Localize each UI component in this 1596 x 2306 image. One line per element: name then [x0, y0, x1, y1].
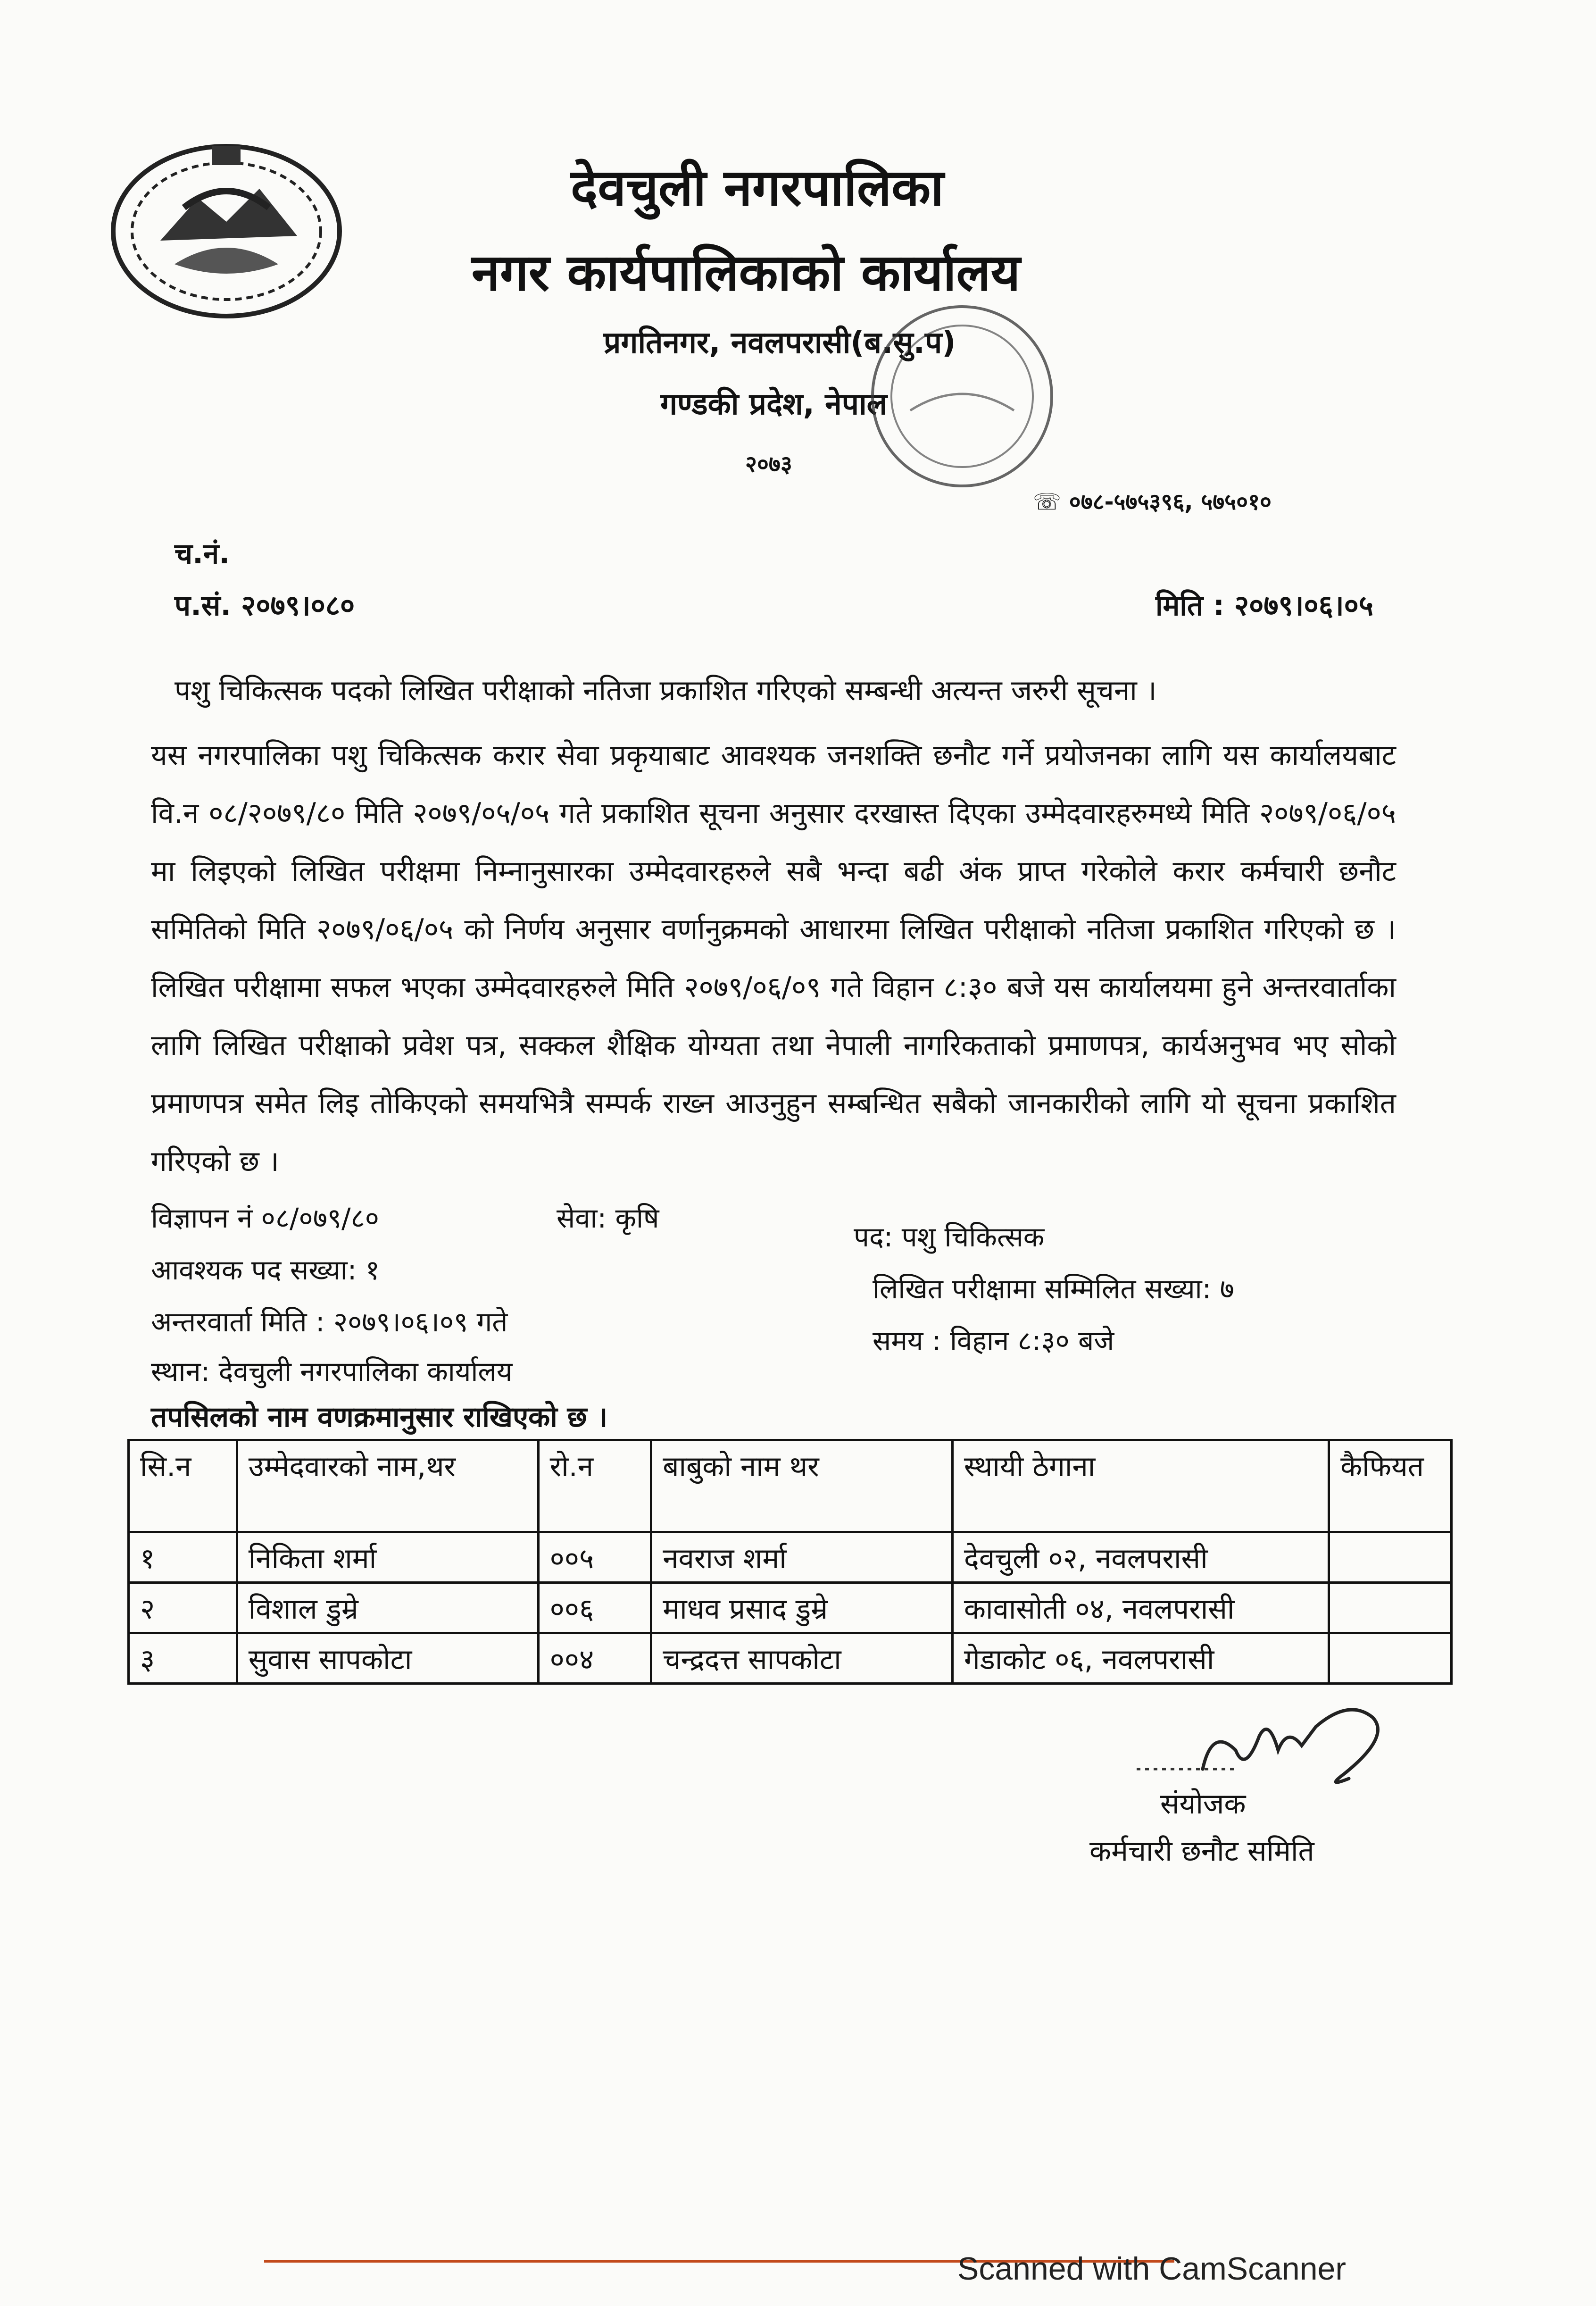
table-cell: ३ [129, 1633, 237, 1684]
interview-date: अन्तरवार्ता मिति : २०७९।०६।०९ गते [151, 1306, 508, 1338]
table-row [129, 1633, 1452, 1684]
table-cell: ००५ [538, 1532, 651, 1583]
candidate-count: लिखित परीक्षामा सम्मिलित सख्या: ७ [873, 1273, 1234, 1305]
table-cell: सुवास सापकोटा [237, 1633, 538, 1684]
table-cell: देवचुली ०२, नवलपरासी [952, 1532, 1329, 1583]
signatory-role: संयोजक [1160, 1788, 1246, 1821]
table-cell: नवराज शर्मा [651, 1532, 953, 1583]
address-line: प्रगतिनगर, नवलपरासी(ब.सु.प) [604, 326, 956, 360]
post: पद: पशु चिकित्सक [854, 1221, 1045, 1253]
column-header: कैफियत [1329, 1440, 1452, 1532]
table-cell: चन्द्रदत्त सापकोटा [651, 1633, 953, 1684]
office-stamp [858, 292, 1066, 500]
notice-subject: पशु चिकित्सक पदको लिखित परीक्षाको नतिजा प्रकाशित गरिएको सम्बन्धी अत्यन्त जरुरी सूचना । [175, 674, 1157, 707]
office-name: नगर कार्यपालिकाको कार्यालय [472, 243, 1021, 302]
table-cell [1329, 1532, 1452, 1583]
municipality-name: देवचुली नगरपालिका [571, 159, 944, 217]
table-cell [1329, 1633, 1452, 1684]
signature [1127, 1698, 1410, 1793]
table-cell [1329, 1583, 1452, 1633]
column-header: उम्मेदवारको नाम,थर [237, 1440, 538, 1532]
table-cell: १ [129, 1532, 237, 1583]
table-cell: ००६ [538, 1583, 651, 1633]
scanner-watermark: Scanned with CamScanner [957, 2251, 1347, 2287]
table-cell: गेडाकोट ०६, नवलपरासी [952, 1633, 1329, 1684]
selection-committee: कर्मचारी छनौट समिति [1089, 1835, 1314, 1868]
table-cell: कावासोती ०४, नवलपरासी [952, 1583, 1329, 1633]
pa-sa-number: प.सं. २०७९।०८० [175, 589, 355, 622]
results-table [127, 1439, 1453, 1685]
table-cell: ००४ [538, 1633, 651, 1684]
column-header: सि.न [129, 1440, 237, 1532]
notice-body: यस नगरपालिका पशु चिकित्सक करार सेवा प्रकृयाबाट आवश्यक जनशक्ति छनौट गर्ने प्रयोजनका लागि यस कार्यालयबाट वि.न ०८/२०७९/८० मिति २०७९/०५/०५ गते प्रकाशित सूचना अनुसार दरखास्त दिएका उम्मेदवारहरुमध्ये मिति २०७९/०६/०५ मा लिइएको लिखित परीक्षमा निम्नानुसारका उम्मेदवारहरुले सबै भन्दा बढी अंक प्राप्त गरेकोले करार कर्मचारी छनौट समितिको मिति २०७९/०६/०५ को निर्णय अनुसार वर्णानुक्रमको आधारमा लिखित परीक्षाको नतिजा प्रकाशित गरिएको छ । लिखित परीक्षामा सफल भएका उम्मेदवारहरुले मिति २०७९/०६/०९ गते विहान ८:३० बजे यस कार्यालयमा हुने अन्तरवार्ताका लागि लिखित परीक्षाको प्रवेश पत्र, सक्कल शैक्षिक योग्यता तथा नेपाली नागरिकताको प्रमाणपत्र, कार्यअनुभव भए सोको प्रमाणपत्र समेत लिइ तोकिएको समयभित्रै सम्पर्क राख्न आउनुहुन सम्बन्धित सबैको जानकारीको लागि यो सूचना प्रकाशित गरिएको छ । [151, 739, 1396, 1178]
venue: स्थान: देवचुली नगरपालिका कार्यालय [151, 1355, 513, 1387]
established-year: २०७३ [745, 451, 792, 477]
interview-time: समय : विहान ८:३० बजे [873, 1325, 1114, 1357]
table-cell: २ [129, 1583, 237, 1633]
table-cell: निकिता शर्मा [237, 1532, 538, 1583]
letter-date: मिति : २०७९।०६।०५ [1155, 589, 1374, 622]
column-header: रो.न [538, 1440, 651, 1532]
table-cell: माधव प्रसाद डुम्रे [651, 1583, 953, 1633]
nepal-emblem [104, 127, 349, 326]
column-header: स्थायी ठेगाना [952, 1440, 1329, 1532]
list-note: तपसिलको नाम वणक्रमानुसार राखिएको छ । [151, 1401, 608, 1434]
ad-number: विज्ञापन नं ०८/०७९/८० [151, 1202, 379, 1234]
required-positions: आवश्यक पद सख्या: १ [151, 1254, 380, 1286]
column-header: बाबुको नाम थर [651, 1440, 953, 1532]
table-header-row [129, 1440, 1452, 1532]
table-row [129, 1532, 1452, 1583]
table-row [129, 1583, 1452, 1633]
service: सेवा: कृषि [557, 1202, 659, 1234]
table-cell: विशाल डुम्रे [237, 1583, 538, 1633]
phone-number: ☏ ०७८-५७५३९६, ५७५०१० [1033, 489, 1272, 515]
province-line: गण्डकी प्रदेश, नेपाल [660, 387, 888, 422]
cha-number: च.नं. [175, 537, 230, 570]
